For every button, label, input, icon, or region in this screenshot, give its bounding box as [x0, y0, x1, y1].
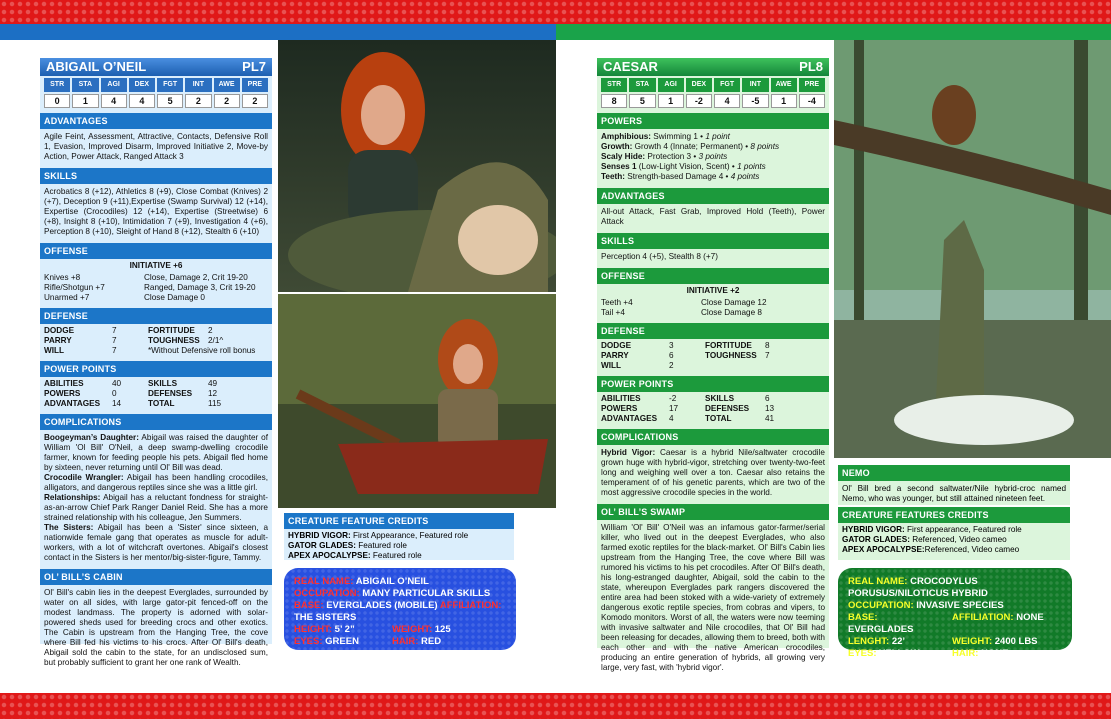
- credit-item: HYBRID VIGOR: First appearance, Featured role: [842, 525, 1022, 534]
- top-stripe-green: [556, 24, 1111, 40]
- ability-value: 4: [101, 94, 127, 108]
- complications-header: COMPLICATIONS: [40, 414, 272, 430]
- skills-header: SKILLS: [40, 168, 272, 184]
- pp-value: 13: [765, 404, 775, 413]
- defense-value: 3: [669, 341, 674, 350]
- attack-detail: Close Damage 0: [144, 293, 205, 302]
- defense-label: FORTITUDE: [148, 326, 195, 335]
- ability-value: 0: [44, 94, 70, 108]
- complications-text: [40, 430, 272, 566]
- attack-detail: Close, Damage 2, Crit 19-20: [144, 273, 248, 282]
- defense-header: DEFENSE: [40, 308, 272, 324]
- abigail-crocodile-image: [278, 40, 556, 292]
- nemo-header: NEMO: [838, 465, 1070, 481]
- pp-value: 17: [669, 404, 679, 413]
- pp-value: 0: [112, 389, 117, 398]
- credits-header: CREATURE FEATURE CREDITS: [284, 513, 514, 529]
- pp-value: 115: [208, 399, 222, 408]
- defense-value: 6: [669, 351, 674, 360]
- defense-label: PARRY: [44, 336, 72, 345]
- ability-label: INT: [185, 78, 211, 92]
- advantages-header: ADVANTAGES: [597, 188, 829, 204]
- ability-value: 1: [658, 94, 684, 108]
- cabin-text: Ol' Bill's cabin lies in the deepest Everglades, surrounded by water on all sides, with large gator-pit fenced-off on the modest landmass. The property is adorned with solar-powered sheds used for breeding crocs and other exotics. The Cabin is upstream from the Hanging Tree, the cove where Bill fed his victims to his crocs. After Ol' Bill's death, Abigail sold the cabin to the state, for an undisclosed sum, but probably sufficient to grant her one rank of Wealth.: [44, 588, 268, 667]
- power-item: Growth: Growth 4 (Innate; Permanent) • 8 points: [601, 142, 780, 151]
- pp-label: ABILITIES: [601, 394, 641, 403]
- pp-label: DEFENSES: [148, 389, 193, 398]
- attack-name: Tail +4: [601, 308, 625, 317]
- ability-label: STR: [601, 78, 627, 92]
- power-item: Senses 1 (Low-Light Vision, Scent) • 1 points: [601, 162, 766, 171]
- defense-label: WILL: [44, 346, 65, 355]
- attack-detail: Close Damage 8: [701, 308, 762, 317]
- attack-name: Rifle/Shotgun +7: [44, 283, 105, 292]
- attack-name: Unarmed +7: [44, 293, 90, 302]
- power-item: Amphibious: Swimming 1 • 1 point: [601, 132, 730, 141]
- top-band: [0, 0, 1111, 24]
- skills-text: Acrobatics 8 (+12), Athletics 8 (+9), Close Combat (Knives) 2 (+7), Deception 9 (+11),Expertise (Swamp Survival) 12 (+14), Expertise (Crocodiles) 12 (+14), Expertise (Streetwise) 6 (+8), Insight 8 (+10), Intimidation 7 (+9), Investigation 4 (+6), Perception 8 (+10), Sleight of Hand 8 (+12), Stealth 6 (+10): [44, 187, 268, 236]
- ability-value: 5: [629, 94, 655, 108]
- ability-value: 2: [242, 94, 268, 108]
- ability-label: AWE: [771, 78, 797, 92]
- pp-value: 12: [208, 389, 218, 398]
- left-credits-box: [284, 513, 514, 560]
- swamp-header: OL’ BILL’S SWAMP: [597, 504, 829, 520]
- powers-header: POWERS: [597, 113, 829, 129]
- power-item: Scaly Hide: Protection 3 • 3 points: [601, 152, 728, 161]
- complications-text: Hybrid Vigor: Caesar is a hybrid Nile/saltwater crocodile grown huge with hybrid-vigor, stretching over twenty-two-feet long and weighing well over a ton. Caesar also retains the temperament of of his genetic parents, which are two of the most aggressive crocodile species in the world.: [601, 448, 825, 497]
- ability-value: 1: [72, 94, 98, 108]
- offense-header: OFFENSE: [597, 268, 829, 284]
- ability-value: 4: [714, 94, 740, 108]
- defense-value: 2: [208, 326, 213, 335]
- ability-label: DEX: [686, 78, 712, 92]
- left-profile-box: REAL NAME: ABIGAIL O’NEIL OCCUPATION: MANY PARTICULAR SKILLS BASE: EVERGLADES (MOBILE) AFFILIATION: THE SISTERS HEIGHT: 5’ 2” WEIGHT: 125 EYES: GREEN HAIR: RED: [284, 568, 516, 650]
- ability-label: FGT: [714, 78, 740, 92]
- pp-label: POWERS: [601, 404, 638, 413]
- power-item: Teeth: Strength-based Damage 4 • 4 points: [601, 172, 760, 181]
- offense-table: [597, 296, 829, 320]
- complication-item: Crocodile Wrangler: Abigail has been handling crocodiles, alligators, and dangerous reptiles since she was a little girl.: [44, 473, 268, 492]
- ability-label: FGT: [157, 78, 183, 92]
- defense-value: 8: [765, 341, 770, 350]
- bottom-band: [0, 693, 1111, 719]
- ability-label: AWE: [214, 78, 240, 92]
- defense-note: *Without Defensive roll bonus: [148, 346, 256, 355]
- defense-label: WILL: [601, 361, 622, 370]
- ability-label: PRE: [242, 78, 268, 92]
- pp-value: -2: [669, 394, 677, 403]
- defense-table: [597, 339, 829, 373]
- defense-header: DEFENSE: [597, 323, 829, 339]
- defense-value: 7: [112, 346, 117, 355]
- ability-label: AGI: [101, 78, 127, 92]
- pp-label: DEFENSES: [705, 404, 750, 413]
- power-level: PL8: [799, 59, 823, 74]
- initiative: INITIATIVE +6: [129, 261, 183, 270]
- pp-label: SKILLS: [705, 394, 735, 403]
- abigail-boat-image: [278, 294, 556, 508]
- ability-value: 8: [601, 94, 627, 108]
- credits-header: CREATURE FEATURES CREDITS: [838, 507, 1070, 523]
- ability-label: PRE: [799, 78, 825, 92]
- defense-label: TOUGHNESS: [705, 351, 757, 360]
- ability-label: DEX: [129, 78, 155, 92]
- defense-value: 7: [112, 336, 117, 345]
- right-credits-box: [838, 507, 1070, 560]
- defense-value: 7: [765, 351, 770, 360]
- pp-value: 6: [765, 394, 770, 403]
- ability-value: -5: [742, 94, 768, 108]
- pp-label: TOTAL: [148, 399, 175, 408]
- caesar-stat-block: [597, 58, 829, 672]
- ability-value: -2: [686, 94, 712, 108]
- attack-detail: Close Damage 12: [701, 298, 767, 307]
- pp-label: SKILLS: [148, 379, 178, 388]
- pp-value: 40: [112, 379, 122, 388]
- pp-label: ABILITIES: [44, 379, 84, 388]
- advantages-text: All-out Attack, Fast Grab, Improved Hold (Teeth), Power Attack: [601, 207, 825, 226]
- abigail-stat-block: [40, 58, 272, 667]
- character-name-bar: [597, 58, 829, 76]
- ability-value: 4: [129, 94, 155, 108]
- pp-label: ADVANTAGES: [601, 414, 658, 423]
- ability-grid: [40, 76, 272, 110]
- defense-label: DODGE: [44, 326, 75, 335]
- skills-header: SKILLS: [597, 233, 829, 249]
- ability-value: 1: [771, 94, 797, 108]
- top-stripe-blue: [0, 24, 556, 40]
- pp-label: POWERS: [44, 389, 81, 398]
- defense-value: 2: [669, 361, 674, 370]
- power-points-table: [597, 392, 829, 426]
- complication-item: The Sisters: Abigail has been a 'Sister' since sixteen, a nationwide female gang that operates as muscle for adult-workers, with a lot of witchcraft overtones. Abigail's closest contact in the Sisters is her mentor/big-sister-figure, Tammy.: [44, 523, 268, 562]
- character-name: CAESAR: [603, 59, 658, 74]
- pp-value: 4: [669, 414, 674, 423]
- advantages-header: ADVANTAGES: [40, 113, 272, 129]
- swamp-text: William 'Ol' Bill' O'Neil was an infamous gator-farmer/serial killer, who lived out in the deepest Everglades, who also farmed exotic reptiles for the black-market. Ol' Bill's Cabin lies upstream from the Hanging Tree, the cove where Bill was rumored his victims to his pet crocodiles. After Ol' Bill's death, his long-estranged daughter, Abigail, sold the cabin to the state, whereupon Everglades park rangers discovered the entire area had been stoked with a wide-variety of extremely dangerous exotic reptile species, from cobras and vipers, to Komodo monitors. Worst of all, the waters were now teeming with invasive saltwater and Nile crocodiles, that Ol' Bill had been releasing for decades, allowing them to breed, both with each other and with the native American crocodiles, producing an entire generation of hybrids, all growing very large, very fast, with 'hybrid vigor'.: [601, 523, 825, 672]
- pp-label: ADVANTAGES: [44, 399, 101, 408]
- character-name-bar: [40, 58, 272, 76]
- initiative: INITIATIVE +2: [686, 286, 740, 295]
- ability-label: AGI: [658, 78, 684, 92]
- credit-item: APEX APOCALYPSE:Referenced, Video cameo: [842, 545, 1020, 554]
- credit-item: APEX APOCALYPSE: Featured role: [288, 551, 422, 560]
- defense-label: TOUGHNESS: [148, 336, 200, 345]
- nemo-box: [838, 465, 1070, 505]
- pp-value: 49: [208, 379, 218, 388]
- ability-label: INT: [742, 78, 768, 92]
- powers-list: [597, 129, 829, 185]
- pp-value: 14: [112, 399, 122, 408]
- credit-item: GATOR GLADES: Featured role: [288, 541, 407, 550]
- power-points-table: [40, 377, 272, 411]
- defense-value: 7: [112, 326, 117, 335]
- cabin-header: OL’ BILL’S CABIN: [40, 569, 272, 585]
- defense-label: DODGE: [601, 341, 632, 350]
- offense-header: OFFENSE: [40, 243, 272, 259]
- caesar-crocodile-image: [834, 40, 1111, 458]
- defense-table: [40, 324, 272, 358]
- power-level: PL7: [242, 59, 266, 74]
- power-points-header: POWER POINTS: [597, 376, 829, 392]
- pp-label: TOTAL: [705, 414, 732, 423]
- complications-header: COMPLICATIONS: [597, 429, 829, 445]
- ability-value: 2: [185, 94, 211, 108]
- attack-name: Teeth +4: [601, 298, 633, 307]
- character-name: ABIGAIL O’NEIL: [46, 59, 147, 74]
- ability-label: STA: [629, 78, 655, 92]
- pp-value: 41: [765, 414, 775, 423]
- defense-value: 2/1^: [208, 336, 224, 345]
- ability-grid: [597, 76, 829, 110]
- credit-item: HYBRID VIGOR: First Appearance, Featured role: [288, 531, 469, 540]
- defense-label: PARRY: [601, 351, 629, 360]
- ability-value: -4: [799, 94, 825, 108]
- nemo-text: Ol' Bill bred a second saltwater/Nile hybrid-croc named Nemo, who was younger, but still attained nineteen feet.: [842, 484, 1066, 503]
- skills-text: Perception 4 (+5), Stealth 8 (+7): [601, 252, 718, 261]
- complication-item: Relationships: Abigail has a reluctant fondness for straight-as-an-arrow Chief Park Ranger Daniel Reid. She has a more strained relationship with his colleague, Jen Summers.: [44, 493, 268, 522]
- right-profile-box: REAL NAME: CROCODYLUS PORUSUS/NILOTICUS HYBRID OCCUPATION: INVASIVE SPECIES BASE: EVERGLADES AFFILIATION: NONE LENGHT: 22’ WEIGHT: 2400 LBS EYES: YELLOW HAIR: NONE: [838, 568, 1072, 650]
- ability-value: 5: [157, 94, 183, 108]
- credit-item: GATOR GLADES: Referenced, Video cameo: [842, 535, 1007, 544]
- offense-table: [40, 271, 272, 305]
- attack-name: Knives +8: [44, 273, 81, 282]
- attack-detail: Ranged, Damage 3, Crit 19-20: [144, 283, 256, 292]
- ability-label: STR: [44, 78, 70, 92]
- advantages-text: Agile Feint, Assessment, Attractive, Contacts, Defensive Roll 1, Evasion, Improved Disarm, Improved Initiative 2, Move-by Action, Power Attack, Ranged Attack 3: [44, 132, 268, 161]
- ability-label: STA: [72, 78, 98, 92]
- complication-item: Boogeyman’s Daughter: Abigail was raised the daughter of William 'Ol Bill' O'Neil, a deep swamp-dwelling crocodile farmer, known for feeding people his pets. Abigail fled home by sixteen, never returning until Ol' Bill was dead.: [44, 433, 268, 472]
- power-points-header: POWER POINTS: [40, 361, 272, 377]
- defense-label: FORTITUDE: [705, 341, 752, 350]
- ability-value: 2: [214, 94, 240, 108]
